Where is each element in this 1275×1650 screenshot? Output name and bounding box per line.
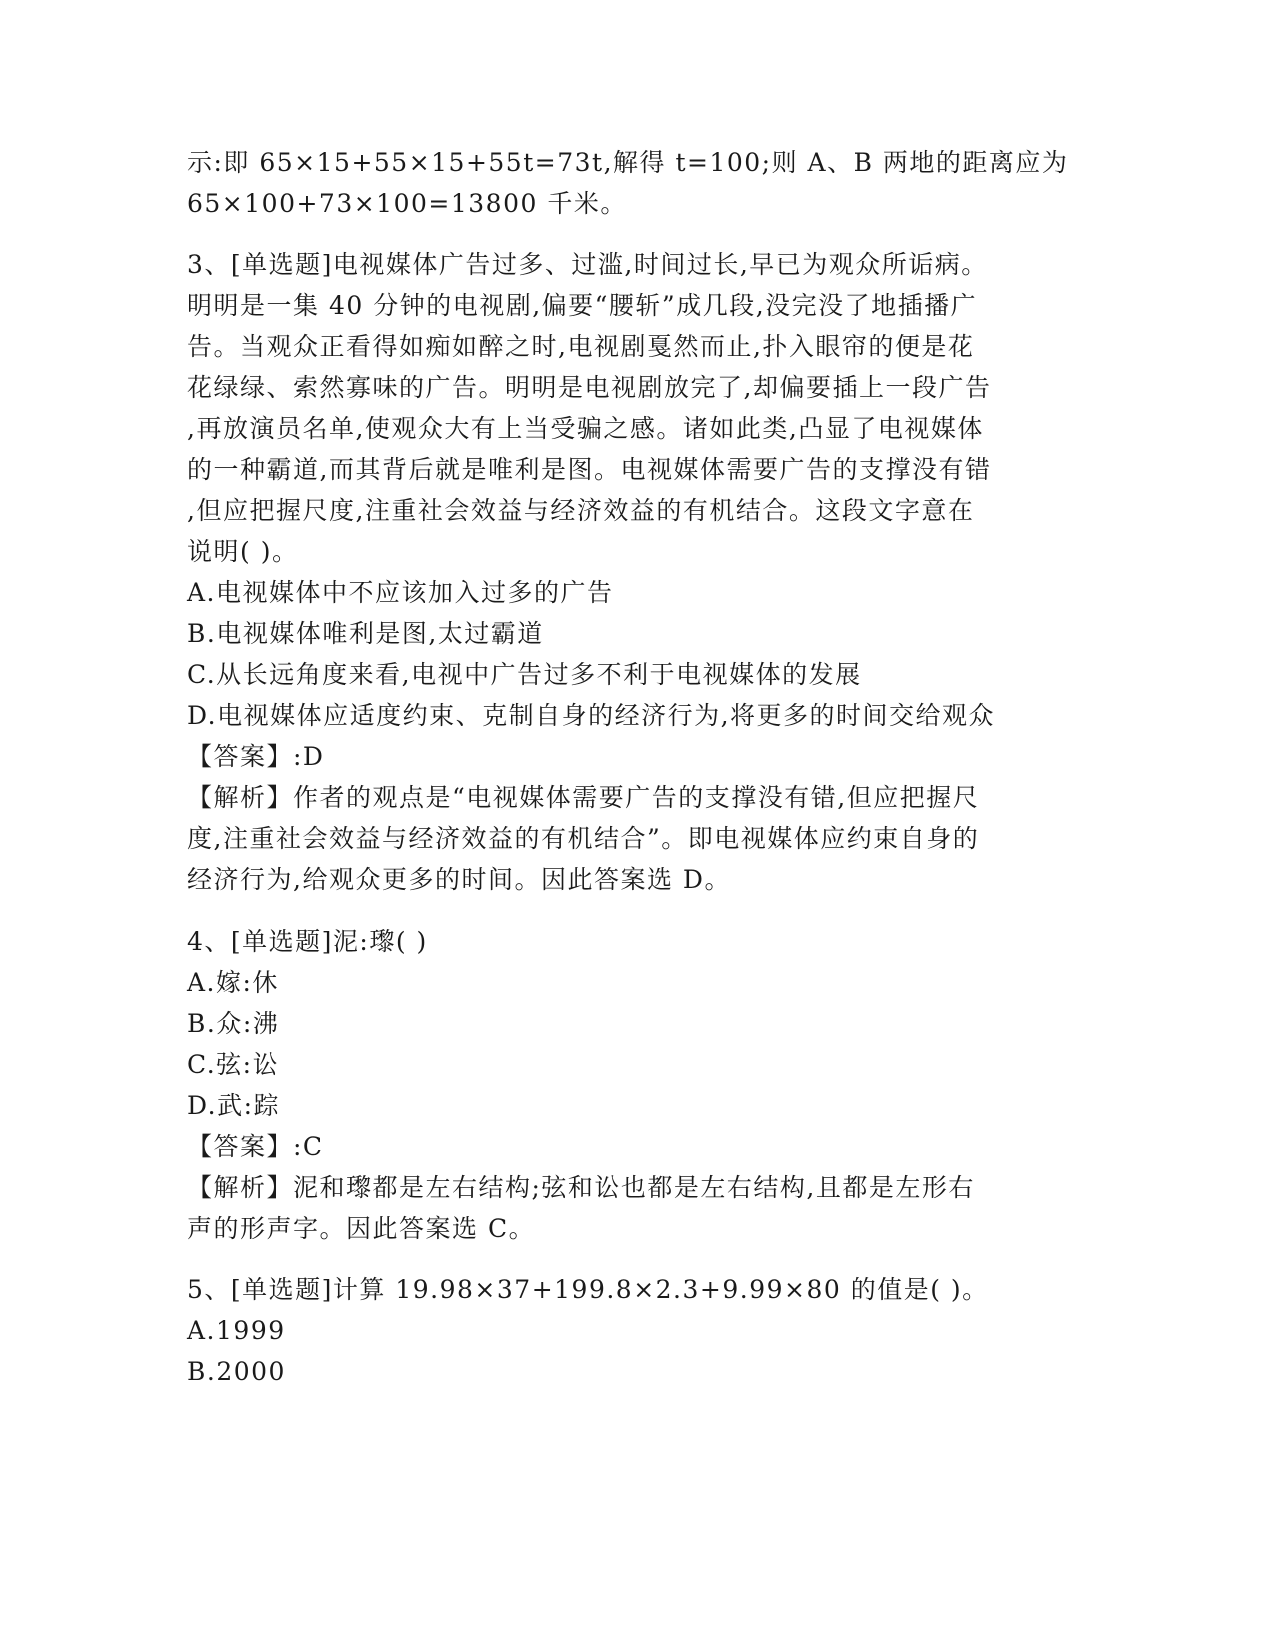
q4-question: 4、[单选题]泥:瓈( )	[187, 927, 428, 956]
q3-answer: 【答案】:D	[187, 742, 325, 771]
q3-option-c: C.从长远角度来看,电视中广告过多不利于电视媒体的发展	[187, 660, 862, 689]
q4-answer: 【答案】:C	[187, 1132, 324, 1161]
q3-question-line: ,但应把握尺度,注重社会效益与经济效益的有机结合。这段文字意在	[187, 496, 975, 525]
q4-explanation-line: 【解析】泥和瓈都是左右结构;弦和讼也都是左右结构,且都是左形右	[187, 1173, 975, 1202]
q5-question: 5、[单选题]计算 19.98×37+199.8×2.3+9.99×80 的值是( )。	[187, 1275, 989, 1304]
q3-question-line: 告。当观众正看得如痴如醉之时,电视剧戛然而止,扑入眼帘的便是花	[187, 332, 975, 361]
q3-option-d: D.电视媒体应适度约束、克制自身的经济行为,将更多的时间交给观众	[187, 701, 996, 730]
q4-option-a: A.嫁:休	[187, 968, 279, 997]
q4-option-d: D.武:踪	[187, 1091, 281, 1120]
q3-option-a: A.电视媒体中不应该加入过多的广告	[187, 578, 614, 607]
q3-option-b: B.电视媒体唯利是图,太过霸道	[187, 619, 544, 648]
q3-explanation-line: 经济行为,给观众更多的时间。因此答案选 D。	[187, 865, 731, 894]
q3-question-line: 明明是一集 40 分钟的电视剧,偏要“腰斩”成几段,没完没了地插播广	[187, 291, 978, 320]
q4-option-c: C.弦:讼	[187, 1050, 280, 1079]
q2-explanation-line: 65×100+73×100=13800 千米。	[187, 189, 627, 218]
q2-explanation-line: 示:即 65×15+55×15+55t=73t,解得 t=100;则 A、B 两地的距离应为	[187, 148, 1069, 177]
q3-question-line: 的一种霸道,而其背后就是唯利是图。电视媒体需要广告的支撑没有错	[187, 455, 992, 484]
q4-option-b: B.众:沸	[187, 1009, 280, 1038]
q3-explanation-line: 【解析】作者的观点是“电视媒体需要广告的支撑没有错,但应把握尺	[187, 783, 980, 812]
q5-option-a: A.1999	[187, 1316, 286, 1345]
q3-question-line: 3、[单选题]电视媒体广告过多、过滥,时间过长,早已为观众所诟病。	[187, 250, 988, 279]
q3-question-line: ,再放演员名单,使观众大有上当受骗之感。诸如此类,凸显了电视媒体	[187, 414, 984, 443]
q4-explanation-line: 声的形声字。因此答案选 C。	[187, 1214, 536, 1243]
q3-question-line: 花绿绿、索然寡味的广告。明明是电视剧放完了,却偏要插上一段广告	[187, 373, 992, 402]
q3-question-line: 说明( )。	[187, 537, 299, 566]
q3-explanation-line: 度,注重社会效益与经济效益的有机结合”。即电视媒体应约束自身的	[187, 824, 980, 853]
q5-option-b: B.2000	[187, 1357, 286, 1386]
